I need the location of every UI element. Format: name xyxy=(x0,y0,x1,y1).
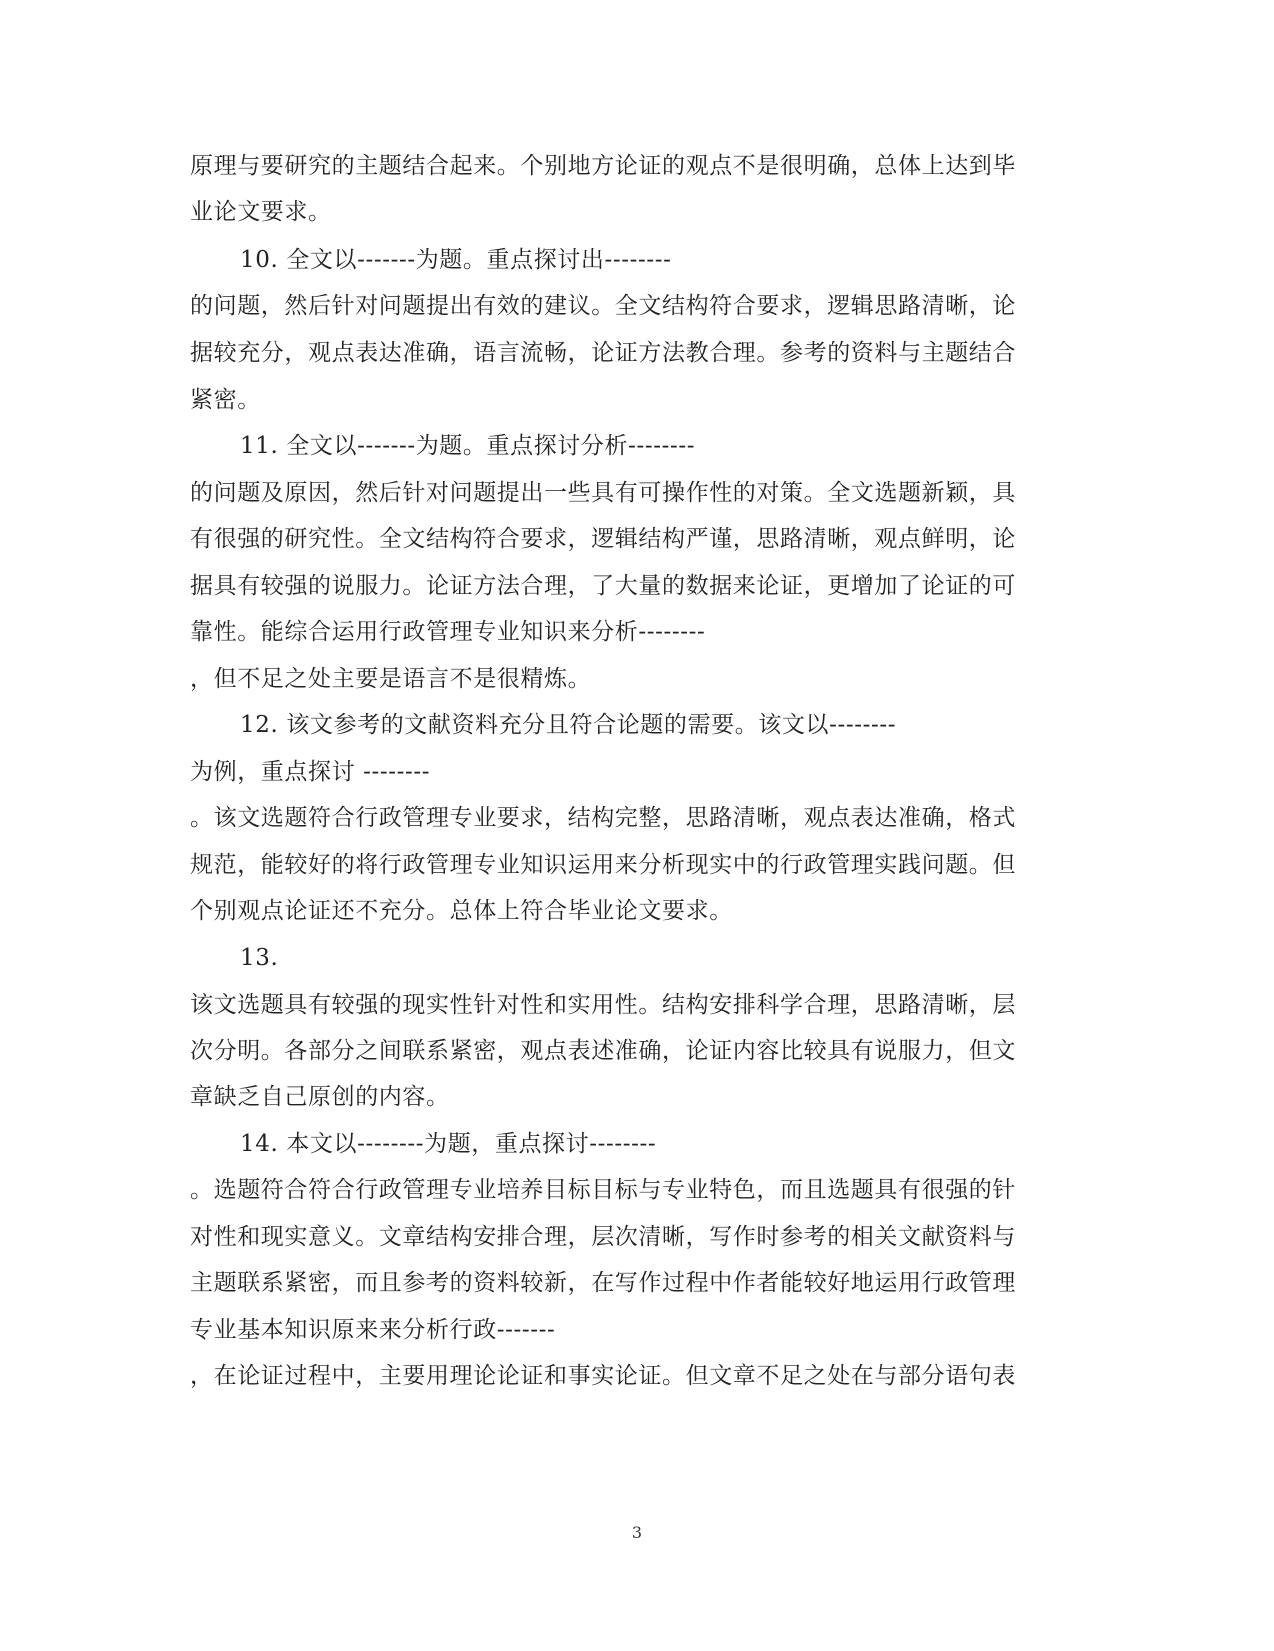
text-line: 据较充分，观点表达准确，语言流畅，论证方法教合理。参考的资料与主题结合 xyxy=(190,340,1016,366)
text-line: ，在论证过程中，主要用理论论证和事实论证。但文章不足之处在与部分语句表 xyxy=(190,1363,1016,1389)
text-line: 为例，重点探讨 -------- xyxy=(190,759,431,785)
item-heading-line: 10. 全文以-------为题。重点探讨出-------- xyxy=(240,247,672,273)
item-heading-line: 11. 全文以-------为题。重点探讨分析-------- xyxy=(240,433,696,459)
item-heading-line: 13. xyxy=(240,945,279,971)
text-line: 原理与要研究的主题结合起来。个别地方论证的观点不是很明确，总体上达到毕 xyxy=(190,153,1016,179)
text-line: 有很强的研究性。全文结构符合要求，逻辑结构严谨，思路清晰，观点鲜明，论 xyxy=(190,526,1016,552)
text-line: 对性和现实意义。文章结构安排合理，层次清晰，写作时参考的相关文献资料与 xyxy=(190,1224,1016,1250)
item-heading-line: 12. 该文参考的文献资料充分且符合论题的需要。该文以-------- xyxy=(240,712,897,738)
text-line: 的问题及原因，然后针对问题提出一些具有可操作性的对策。全文选题新颖，具 xyxy=(190,480,1016,506)
text-line: 据具有较强的说服力。论证方法合理，了大量的数据来论证，更增加了论证的可 xyxy=(190,573,1016,599)
text-line: 个别观点论证还不充分。总体上符合毕业论文要求。 xyxy=(190,898,733,924)
text-line: 章缺乏自己原创的内容。 xyxy=(190,1084,450,1110)
page-number: 3 xyxy=(631,1523,643,1542)
item-heading-line: 14. 本文以--------为题，重点探讨-------- xyxy=(240,1131,657,1157)
text-line: ，但不足之处主要是语言不是很精炼。 xyxy=(190,666,592,692)
text-line: 靠性。能综合运用行政管理专业知识来分析-------- xyxy=(190,619,706,645)
text-line: 专业基本知识原来来分析行政------- xyxy=(190,1317,556,1343)
text-line: 主题联系紧密，而且参考的资料较新，在写作过程中作者能较好地运用行政管理 xyxy=(190,1270,1016,1296)
text-line: 紧密。 xyxy=(190,387,261,413)
text-line: 规范，能较好的将行政管理专业知识运用来分析现实中的行政管理实践问题。但 xyxy=(190,852,1016,878)
text-line: 业论文要求。 xyxy=(190,199,332,225)
text-line: 。该文选题符合行政管理专业要求，结构完整，思路清晰，观点表达准确，格式 xyxy=(190,805,1016,831)
text-line: 该文选题具有较强的现实性针对性和实用性。结构安排科学合理，思路清晰，层 xyxy=(190,992,1016,1018)
text-line: 次分明。各部分之间联系紧密，观点表述准确，论证内容比较具有说服力，但文 xyxy=(190,1038,1016,1064)
text-line: 的问题，然后针对问题提出有效的建议。全文结构符合要求，逻辑思路清晰，论 xyxy=(190,293,1016,319)
text-line: 。选题符合符合行政管理专业培养目标目标与专业特色，而且选题具有很强的针 xyxy=(190,1177,1016,1203)
